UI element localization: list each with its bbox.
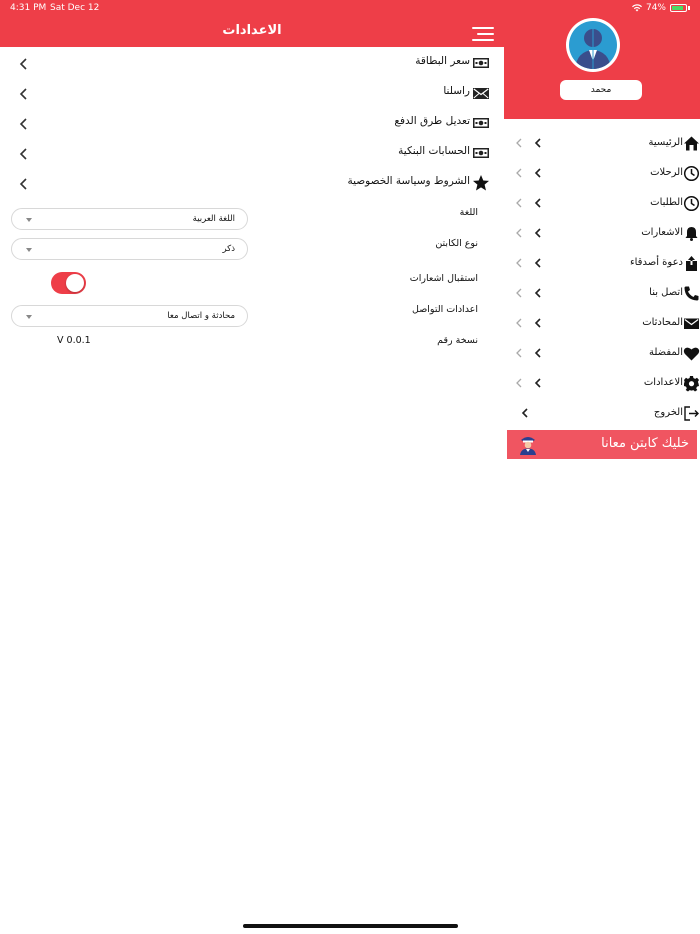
money-icon <box>472 54 490 72</box>
avatar[interactable] <box>566 18 620 72</box>
settings-row-payment-methods[interactable] <box>0 110 504 140</box>
drawer-item-invite-friends[interactable] <box>504 249 700 279</box>
chevron-left-icon <box>512 346 526 360</box>
captain-type-value: ذكر <box>222 244 235 254</box>
drawer-item-chats[interactable] <box>504 309 700 339</box>
user-silhouette-icon <box>569 21 617 69</box>
drawer-item-label: الاعدادات <box>643 377 683 388</box>
chevron-left-icon <box>512 286 526 300</box>
drawer-item-orders[interactable] <box>504 189 700 219</box>
battery-percent: 74% <box>645 3 666 13</box>
money-icon <box>472 114 490 132</box>
caret-down-icon <box>26 315 32 319</box>
notifications-label: استقبال اشعارات <box>409 273 478 284</box>
chevron-left-icon <box>531 196 545 210</box>
clock-icon <box>683 165 700 182</box>
drawer-item-label: اتصل بنا <box>649 287 683 298</box>
status-right <box>632 3 690 13</box>
home-indicator[interactable] <box>243 924 458 928</box>
hamburger-menu-icon[interactable] <box>472 27 494 41</box>
chevron-left-icon <box>531 286 545 300</box>
drawer-item-label: الرئيسية <box>648 137 683 148</box>
drawer-item-trips[interactable] <box>504 159 700 189</box>
settings-row-label: سعر البطاقة <box>415 55 470 67</box>
status-date: Sat Dec 12 <box>50 3 100 13</box>
drawer-item-notifications[interactable] <box>504 219 700 249</box>
become-captain-label: خليك كابتن معانا <box>601 436 689 451</box>
settings-row-bank-accounts[interactable] <box>0 140 504 170</box>
chevron-left-icon <box>16 86 32 102</box>
menu-line <box>472 39 494 41</box>
caret-down-icon <box>26 218 32 222</box>
wifi-icon <box>632 4 642 12</box>
chevron-left-icon <box>531 316 545 330</box>
gear-icon <box>683 375 700 392</box>
page-title: الاعدادات <box>222 23 282 38</box>
chevron-left-icon <box>512 166 526 180</box>
chevron-left-icon <box>512 226 526 240</box>
captain-type-dropdown[interactable] <box>11 238 248 260</box>
chevron-left-icon <box>531 256 545 270</box>
chevron-left-icon <box>512 376 526 390</box>
envelope-icon <box>472 84 490 102</box>
envelope-icon <box>683 315 700 332</box>
chevron-left-icon <box>512 256 526 270</box>
contact-settings-dropdown[interactable] <box>11 305 248 327</box>
chevron-left-icon <box>512 136 526 150</box>
chevron-left-icon <box>16 146 32 162</box>
drawer-item-contact[interactable] <box>504 279 700 309</box>
settings-row-card-price[interactable] <box>0 50 504 80</box>
bell-icon <box>683 225 700 242</box>
language-dropdown[interactable] <box>11 208 248 230</box>
contact-settings-label: اعدادات التواصل <box>412 304 478 315</box>
heart-icon <box>683 345 700 362</box>
chevron-left-icon <box>531 346 545 360</box>
drawer-item-label: المحادثات <box>642 317 683 328</box>
chevron-left-icon <box>531 226 545 240</box>
chevron-left-icon <box>531 376 545 390</box>
menu-line <box>472 27 494 29</box>
version-value: V 0.0.1 <box>57 335 91 346</box>
drawer-item-settings[interactable] <box>504 369 700 399</box>
drawer-item-label: دعوة أصدقاء <box>629 257 683 268</box>
home-icon <box>683 135 700 152</box>
version-label: نسخة رقم <box>437 335 478 346</box>
chevron-left-icon <box>512 196 526 210</box>
contact-settings-value: محادثة و اتصال معا <box>167 311 235 321</box>
chevron-left-icon <box>16 176 32 192</box>
battery-tip <box>688 6 690 10</box>
chevron-left-icon <box>518 406 532 420</box>
money-icon <box>472 144 490 162</box>
menu-line <box>477 33 494 35</box>
drawer-item-label: الخروج <box>653 407 683 418</box>
settings-row-label: الشروط وسياسة الخصوصية <box>347 175 470 187</box>
status-bar <box>0 0 700 17</box>
avatar-image <box>569 21 617 69</box>
logout-icon <box>683 405 700 422</box>
phone-icon <box>683 285 700 302</box>
drawer-item-label: المفضلة <box>648 347 683 358</box>
side-drawer <box>504 17 700 934</box>
settings-row-contact-us[interactable] <box>0 80 504 110</box>
battery-icon <box>670 4 687 12</box>
share-icon <box>683 255 700 272</box>
drawer-item-favorites[interactable] <box>504 339 700 369</box>
language-label: اللغة <box>459 207 478 218</box>
user-name: محمد <box>560 80 642 100</box>
chevron-left-icon <box>531 166 545 180</box>
settings-row-label: الحسابات البنكية <box>398 145 470 157</box>
drawer-item-label: الرحلات <box>650 167 683 178</box>
star-icon <box>472 174 490 192</box>
language-value: اللغة العربية <box>192 214 235 224</box>
drawer-item-logout[interactable] <box>504 399 700 429</box>
captain-icon <box>518 433 538 455</box>
caret-down-icon <box>26 248 32 252</box>
clock-icon <box>683 195 700 212</box>
status-time: 4:31 PM <box>10 3 47 13</box>
settings-header <box>0 17 504 47</box>
drawer-item-label: الاشعارات <box>641 227 683 238</box>
become-captain-banner[interactable] <box>507 430 697 459</box>
drawer-item-label: الطلبات <box>650 197 683 208</box>
chevron-left-icon <box>531 136 545 150</box>
notifications-toggle[interactable] <box>51 272 86 294</box>
chevron-left-icon <box>16 116 32 132</box>
settings-row-label: تعديل طرق الدفع <box>394 115 470 127</box>
chevron-left-icon <box>512 316 526 330</box>
captain-type-label: نوع الكابتن <box>435 238 478 249</box>
drawer-item-home[interactable] <box>504 129 700 159</box>
settings-row-terms-privacy[interactable] <box>0 170 504 200</box>
settings-row-label: راسلنا <box>443 85 470 97</box>
chevron-left-icon <box>16 56 32 72</box>
toggle-knob <box>66 274 84 292</box>
drawer-header <box>504 17 700 119</box>
